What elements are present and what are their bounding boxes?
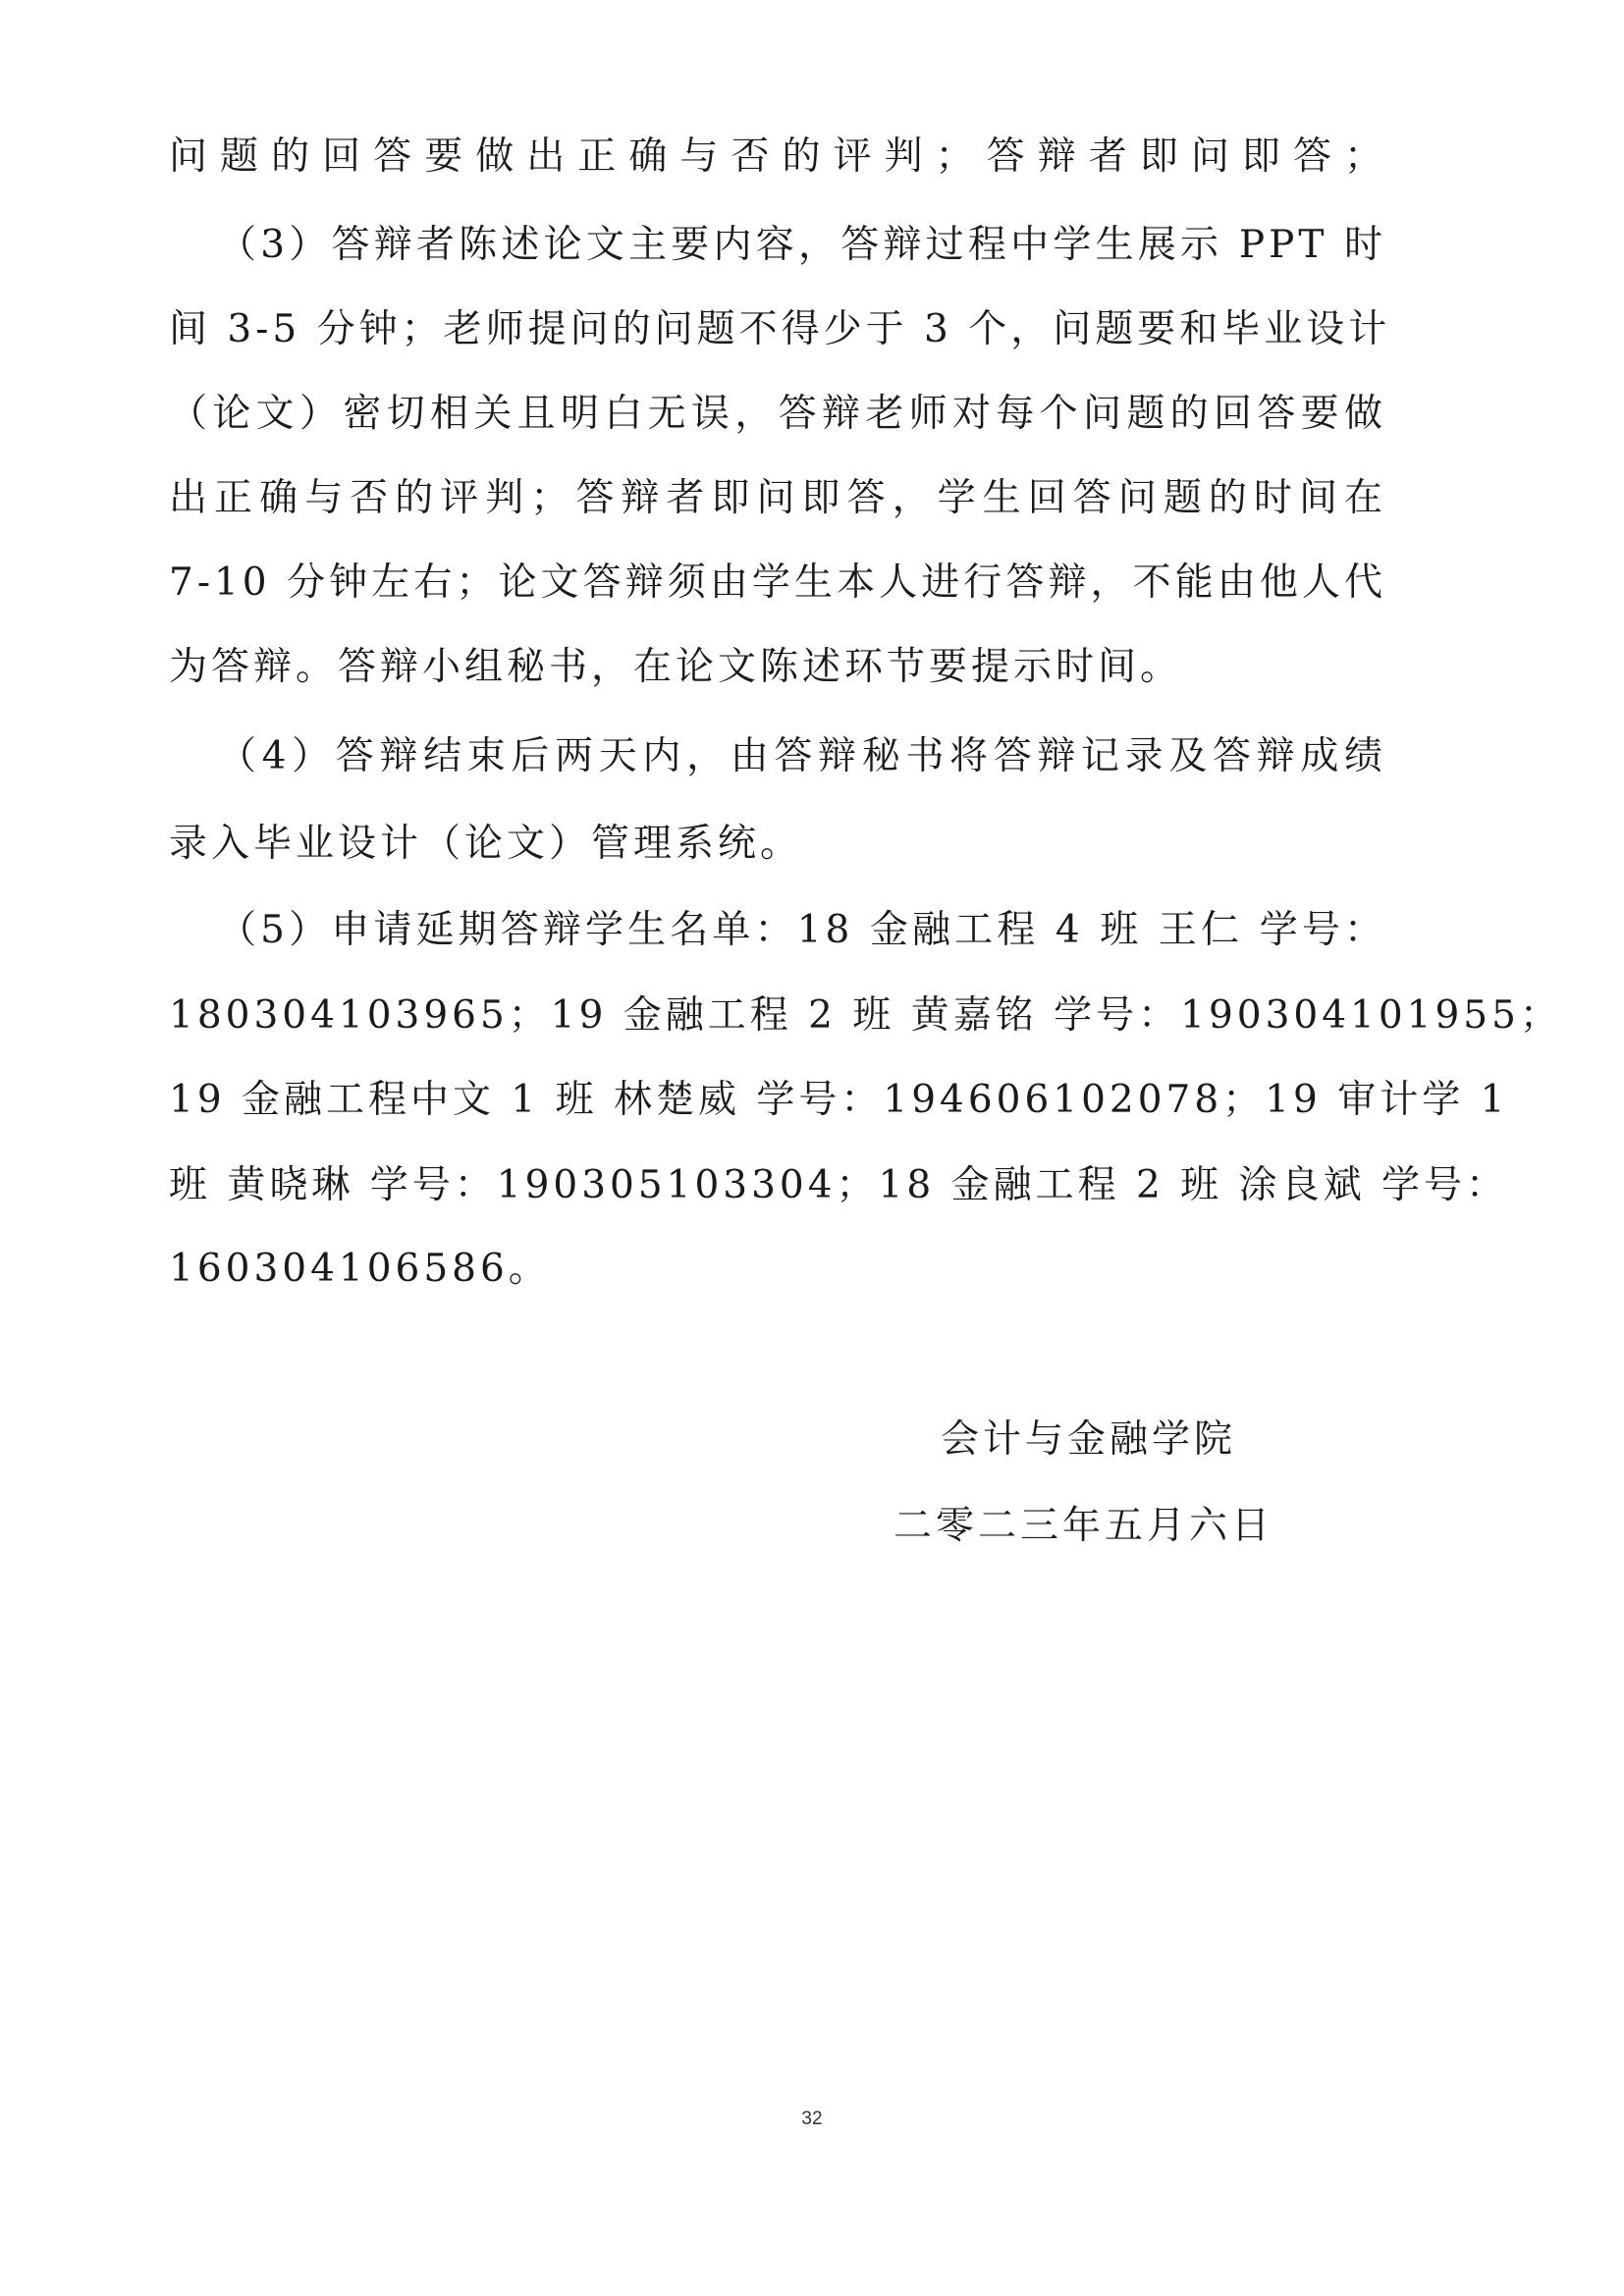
text-line-13: 班 黄晓琳 学号：190305103304；18 金融工程 2 班 涂良斌 学号：	[169, 1163, 1508, 1207]
text-line-6: 7-10 分钟左右；论文答辩须由学生本人进行答辩，不能由他人代	[169, 561, 1386, 605]
text-line-2: （3）答辩者陈述论文主要内容，答辩过程中学生展示 PPT 时	[218, 223, 1386, 267]
signature-organization: 会计与金融学院	[941, 1417, 1237, 1462]
text-line-8: （4）答辩结束后两天内，由答辩秘书将答辩记录及答辩成绩	[218, 734, 1386, 778]
text-line-7: 为答辩。答辩小组秘书，在论文陈述环节要提示时间。	[169, 645, 1183, 689]
text-line-14: 160304106586。	[169, 1247, 551, 1291]
text-line-11: 180304103965；19 金融工程 2 班 黄嘉铭 学号：190304101955；	[169, 993, 1562, 1038]
signature-date: 二零二三年五月六日	[893, 1504, 1274, 1548]
text-line-3: 间 3-5 分钟；老师提问的问题不得少于 3 个，问题要和毕业设计	[169, 307, 1391, 351]
text-line-5: 出正确与否的评判；答辩者即问即答，学生回答问题的时间在	[169, 476, 1386, 520]
text-line-4: （论文）密切相关且明白无误，答辩老师对每个问题的回答要做	[169, 392, 1386, 436]
text-line-12: 19 金融工程中文 1 班 林楚威 学号：194606102078；19 审计学 1	[169, 1078, 1509, 1122]
page-number: 32	[801, 2109, 823, 2129]
text-line-9: 录入毕业设计（论文）管理系统。	[169, 822, 803, 866]
text-line-10: （5）申请延期答辩学生名单：18 金融工程 4 班 王仁 学号：	[218, 908, 1386, 952]
text-line-1: 问题的回答要做出正确与否的评判；答辩者即问即答；	[169, 134, 1386, 179]
